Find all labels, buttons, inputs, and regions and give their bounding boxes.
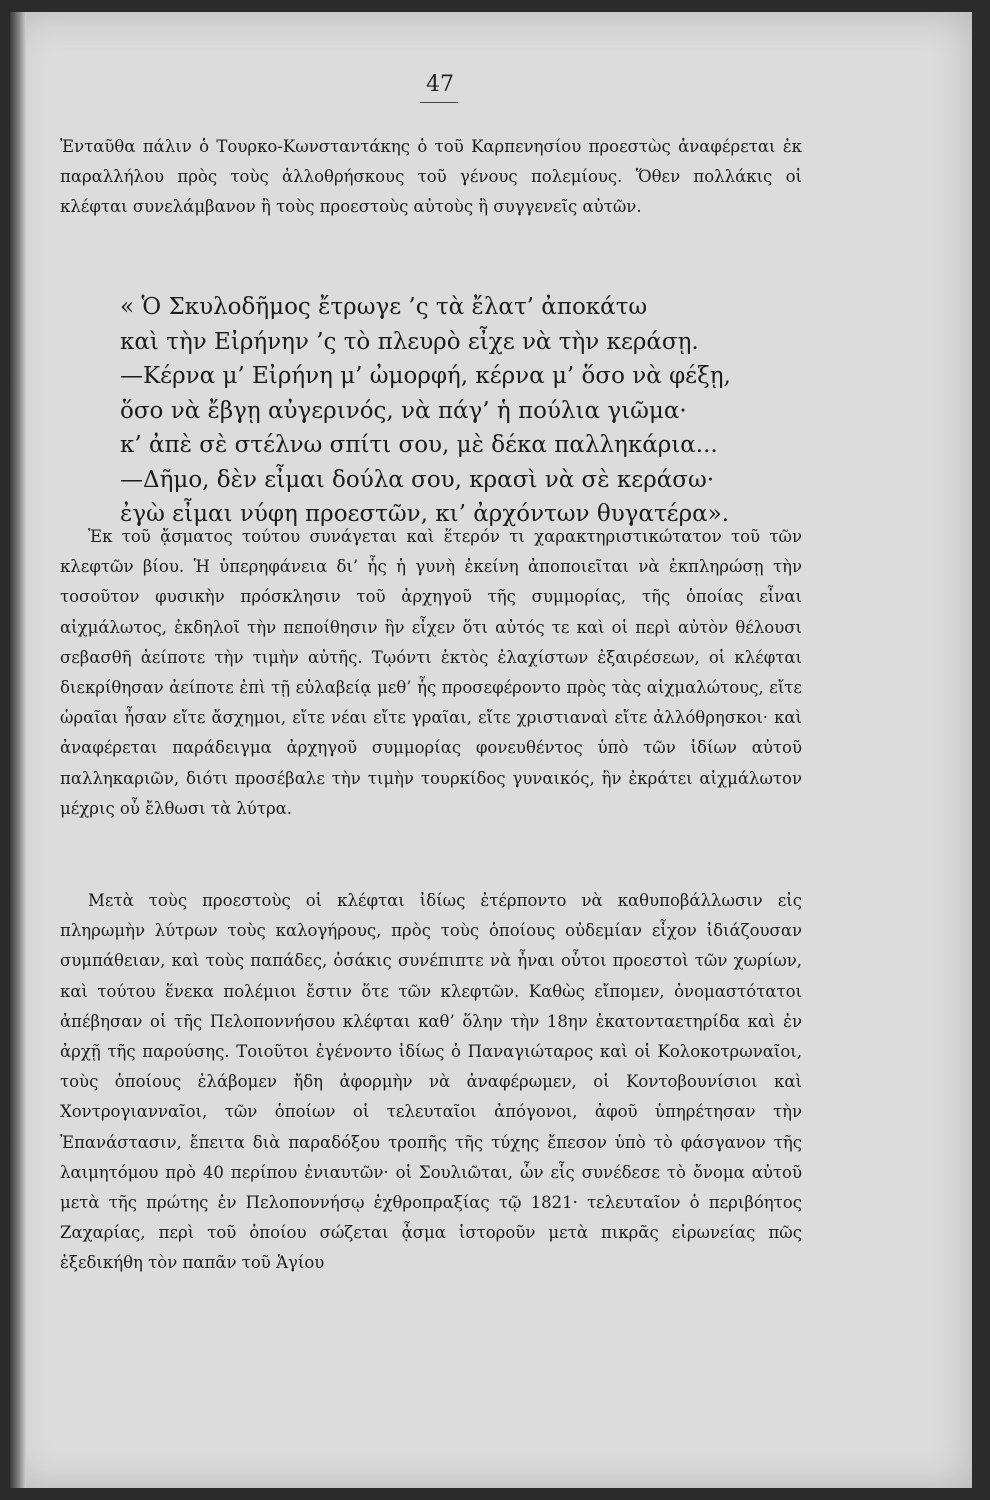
page-number-rule [420,102,458,103]
poem-line: κ’ ἀπὲ σὲ στέλνω σπίτι σου, μὲ δέκα παλληκάρια... [120,432,718,458]
poem-line: ἐγὼ εἶμαι νύφη προεστῶν, κι’ ἀρχόντων θυγατέρα». [120,501,730,527]
poem-line: καὶ τὴν Εἰρήνην ’ς τὸ πλευρὸ εἶχε νὰ τὴν κεράσῃ. [120,328,699,355]
page-gutter-shadow [10,12,26,1488]
poem-line: « Ὁ Σκυλοδῆμος ἔτρωγε ’ς τὰ ἔλατ’ ἀποκάτω [120,294,648,320]
book-page [10,12,972,1488]
poem-block [120,290,810,532]
paragraph-3: Μετὰ τοὺς προεστοὺς οἱ κλέφται ἰδίως ἐτέρποντο νὰ καθυποβάλλωσιν εἰς πληρωμὴν λύτρων τοὺς καλογήρους, πρὸς τοὺς ὁποίους οὐδεμίαν εἶχον ἰδιάζουσαν συμπάθειαν, καὶ τοὺς παπάδες, ὁσάκις συνέπιπτε νὰ ἦναι οὗτοι προεστοὶ τῶν χωρίων, καὶ τούτου ἕνεκα πολέμιοι ἔστιν ὅτε τῶν κλεφτῶν. Καθὼς εἴπομεν, ὀνομαστότατοι ἀπέβησαν οἱ τῆς Πελοποννήσου κλέφται καθ’ ὅλην τὴν 18ην ἑκατονταετηρίδα καὶ ἐν ἀρχῇ τῆς παρούσης. Τοιοῦτοι ἐγένοντο ἰδίως ὁ Παναγιώταρος καὶ οἱ Κολοκοτρωναῖοι, τοὺς ὁποίους ἐλάβομεν ἤδη ἀφορμὴν νὰ ἀναφέρωμεν, οἱ Κοντοβουνίσιοι καὶ Χοντρογιανναῖοι, τῶν ὁποίων οἱ τελευταῖοι ἀπόγονοι, ἀφοῦ ὑπηρέτησαν τὴν Ἐπανάστασιν, ἔπειτα διὰ παραδόξου τροπῆς τῆς τύχης ἔπεσον ὑπὸ τὸ φάσγανον τῆς λαιμητόμου πρὸ 40 περίπου ἐνιαυτῶν· οἱ Σουλιῶται, ὧν εἷς συνέδεσε τὸ ὄνομα αὐτοῦ μετὰ τῆς πρώτης ἐν Πελοποννήσῳ ἐχθροπραξίας τῷ 1821· τελευταῖον ὁ περιβόητος Ζαχαρίας, περὶ τοῦ ὁποίου σώζεται ᾆσμα ἱστοροῦν μετὰ πικρᾶς εἰρωνείας πῶς ἐξεδικήθη τὸν παπᾶν τοῦ Ἁγίου [60,891,802,1273]
paragraph-1: Ἐνταῦθα πάλιν ὁ Τουρκο-Κωνσταντάκης ὁ τοῦ Καρπενησίου προεστὼς ἀναφέρεται ἐκ παραλλήλου πρὸς τοὺς ἀλλοθρήσκους τοῦ γένους πολεμίους. Ὅθεν πολλάκις οἱ κλέφται συνελάμβανον ἢ τοὺς προεστοὺς αὐτοὺς ἢ συγγενεῖς αὐτῶν. [60,137,802,217]
page-number: 47 [426,72,454,97]
poem-line: ὅσο νὰ ἔβγῃ αὐγερινός, νὰ πάγ’ ἡ πούλια γιῶμα· [120,397,687,424]
poem-line: —Κέρνα μ’ Εἰρήνη μ’ ὠμορφή, κέρνα μ’ ὅσο νὰ φέξῃ, [120,363,731,389]
poem-line: —Δῆμο, δὲν εἶμαι δούλα σου, κρασὶ νὰ σὲ κεράσω· [120,466,715,493]
paragraph-2: Ἐκ τοῦ ᾄσματος τούτου συνάγεται καὶ ἕτερόν τι χαρακτηριστικώτατον τοῦ τῶν κλεφτῶν βίου. Ἡ ὑπερηφάνεια δι’ ἧς ἡ γυνὴ ἐκείνη ἀποποιεῖται νὰ ἐκπληρώσῃ τὴν τοσοῦτον φυσικὴν πρόσκλησιν τοῦ ἀρχηγοῦ τῆς συμμορίας, τῆς ὁποίας εἶναι αἰχμάλωτος, ἐκδηλοῖ τὴν πεποίθησιν ἣν εἶχεν ὅτι αὐτός τε καὶ οἱ περὶ αὐτὸν θέλουσι σεβασθῆ ἀείποτε τὴν τιμὴν αὐτῆς. Τῳόντι ἐκτὸς ἐλαχίστων ἐξαιρέσεων, οἱ κλέφται διεκρίθησαν ἀείποτε ἐπὶ τῇ εὐλαβείᾳ μεθ’ ἧς προσεφέροντο πρὸς τὰς αἰχμαλώτους, εἴτε ὡραῖαι ἦσαν εἴτε ἄσχημοι, εἴτε νέαι εἴτε γραῖαι, εἴτε χριστιαναὶ εἴτε ἀλλόθρησκοι· καὶ ἀναφέρεται παράδειγμα ἀρχηγοῦ συμμορίας φονευθέντος ὑπὸ τῶν ἰδίων αὐτοῦ παλληκαριῶν, διότι προσέβαλε τὴν τιμὴν τουρκίδος γυναικός, ἣν ἐκράτει αἰχμάλωτον μέχρις οὗ ἔλθωσι τὰ λύτρα. [60,527,802,818]
